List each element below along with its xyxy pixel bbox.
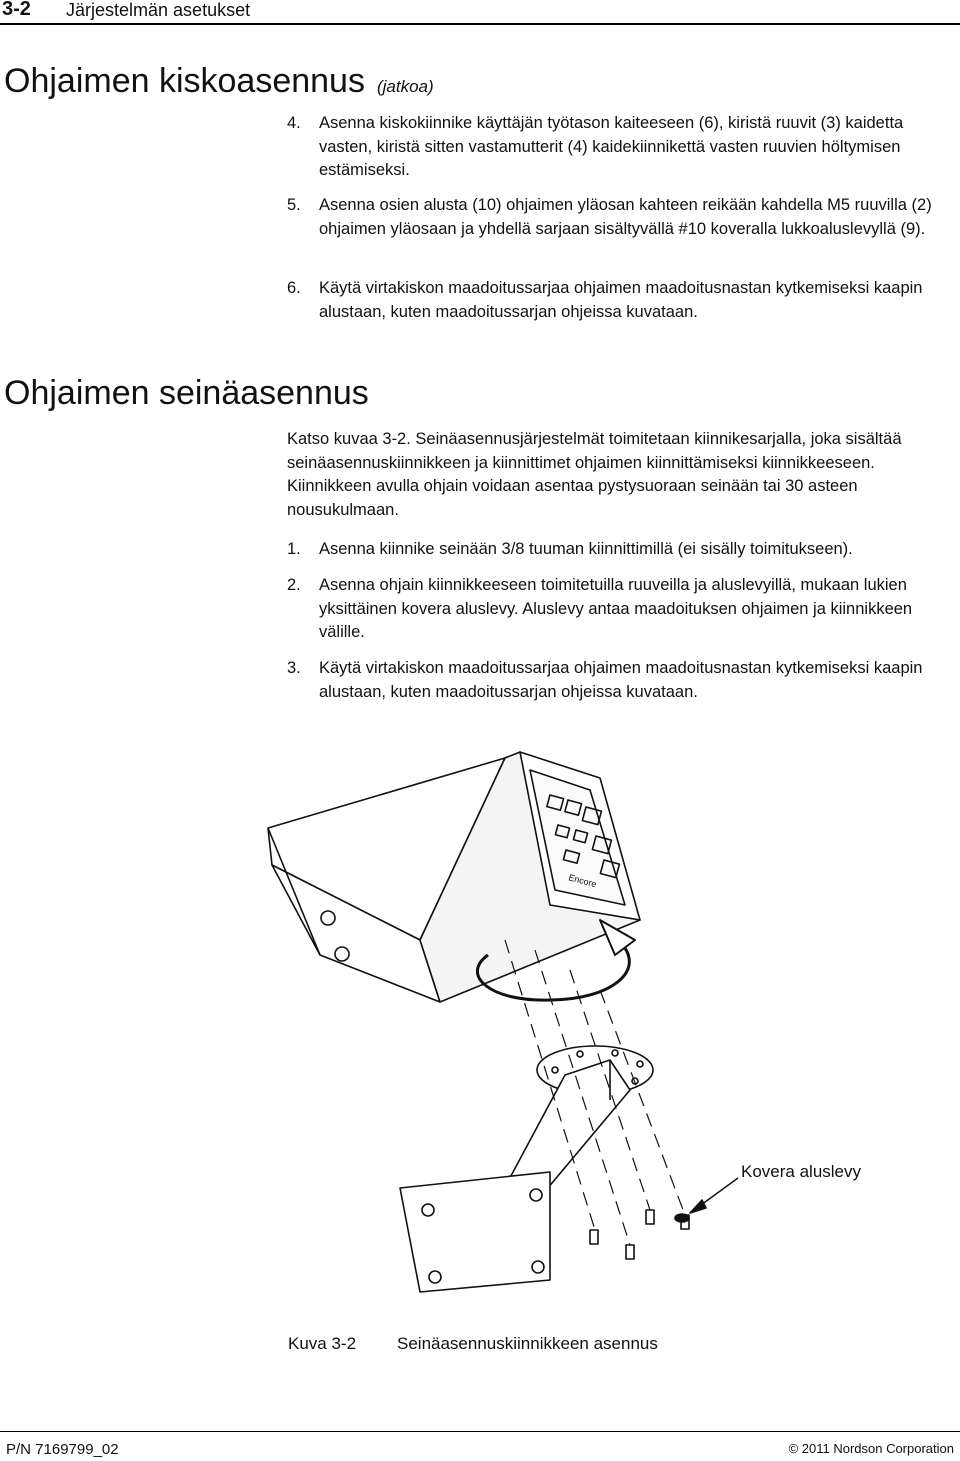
step-text: Asenna kiinnike seinään 3/8 tuuman kiinnittimillä (ei sisälly toimitukseen). [319, 540, 853, 558]
copyright: © 2011 Nordson Corporation [788, 1441, 954, 1456]
concave-washer [675, 1214, 689, 1222]
page-number: 3-2 [2, 0, 31, 20]
step-item [287, 194, 957, 241]
panel-brand-label: Encore [567, 872, 598, 890]
step-number: 6. [287, 279, 301, 297]
section-title-wall-mount: Ohjaimen seinäasennus [4, 374, 369, 412]
step-text: Asenna ohjain kiinnikkeeseen toimitetuilla ruuveilla ja aluslevyillä, mukaan lukien yksittäinen kovera aluslevy. Aluslevy antaa maadoituksen ohjaimen ja kiinnikkeen välille. [319, 576, 913, 641]
figure-caption-text: Seinäasennuskiinnikkeen asennus [397, 1334, 658, 1353]
section-title-text: Ohjaimen kiskoasennus [4, 62, 365, 100]
step-number: 3. [287, 659, 301, 677]
chapter-title: Järjestelmän asetukset [66, 0, 251, 20]
intro-paragraph: Katso kuvaa 3-2. Seinäasennusjärjestelmät toimitetaan kiinnikesarjalla, joka sisältää seinäasennuskiinnikkeen ja kiinnittimet ohjaimen kiinnittämiseksi kiinnikkeeseen. Kiinnikkeen avulla ohjain voidaan asentaa pystysuoraan seinään tai 30 asteen nousukulmaan. [287, 430, 902, 519]
step-item [287, 112, 957, 183]
step-number: 5. [287, 196, 301, 214]
step-number: 4. [287, 114, 301, 132]
callout-arrow-icon [690, 1200, 706, 1213]
concave-washer-callout: Kovera aluslevy [741, 1162, 862, 1181]
step-text: Asenna kiskokiinnike käyttäjän työtason kaiteeseen (6), kiristä ruuvit (3) kaidetta vasten, kiristä sitten vastamutterit (4) kaidekiinnikettä vasten ruuvien höltymisen estämiseksi. [319, 114, 904, 179]
step-number: 2. [287, 576, 301, 594]
step-text: Asenna osien alusta (10) ohjaimen yläosan kahteen reikään kahdella M5 ruuvilla (2) ohjaimen yläosaan ja yhdellä sarjaan sisältyvällä #10 koveralla lukkoaluslevyllä (9). [319, 196, 932, 238]
wall-mount-illustration [250, 740, 930, 1300]
page-header [0, 0, 960, 30]
step-item [287, 574, 957, 645]
part-number: P/N 7169799_02 [6, 1441, 119, 1458]
step-text: Käytä virtakiskon maadoitussarjaa ohjaimen maadoitusnastan kytkemiseksi kaapin alustaan, kuten maadoitussarjan ohjeissa kuvataan. [319, 659, 923, 701]
wall-plate [400, 1172, 550, 1292]
section-title-rail-mount [4, 62, 434, 101]
step-item [287, 277, 957, 324]
step-item [287, 538, 957, 562]
step-item [287, 657, 957, 704]
header-divider [0, 23, 960, 25]
footer-divider [0, 1431, 960, 1432]
continued-label: (jatkoa) [376, 77, 434, 96]
screw-set [590, 1210, 689, 1259]
figure-caption-label: Kuva 3-2 [288, 1334, 357, 1353]
step-number: 1. [287, 540, 301, 558]
step-text: Käytä virtakiskon maadoitussarjaa ohjaimen maadoitusnastan kytkemiseksi kaapin alustaan, kuten maadoitussarjan ohjeissa kuvataan. [319, 279, 923, 321]
wall-mount-figure [250, 740, 930, 1300]
